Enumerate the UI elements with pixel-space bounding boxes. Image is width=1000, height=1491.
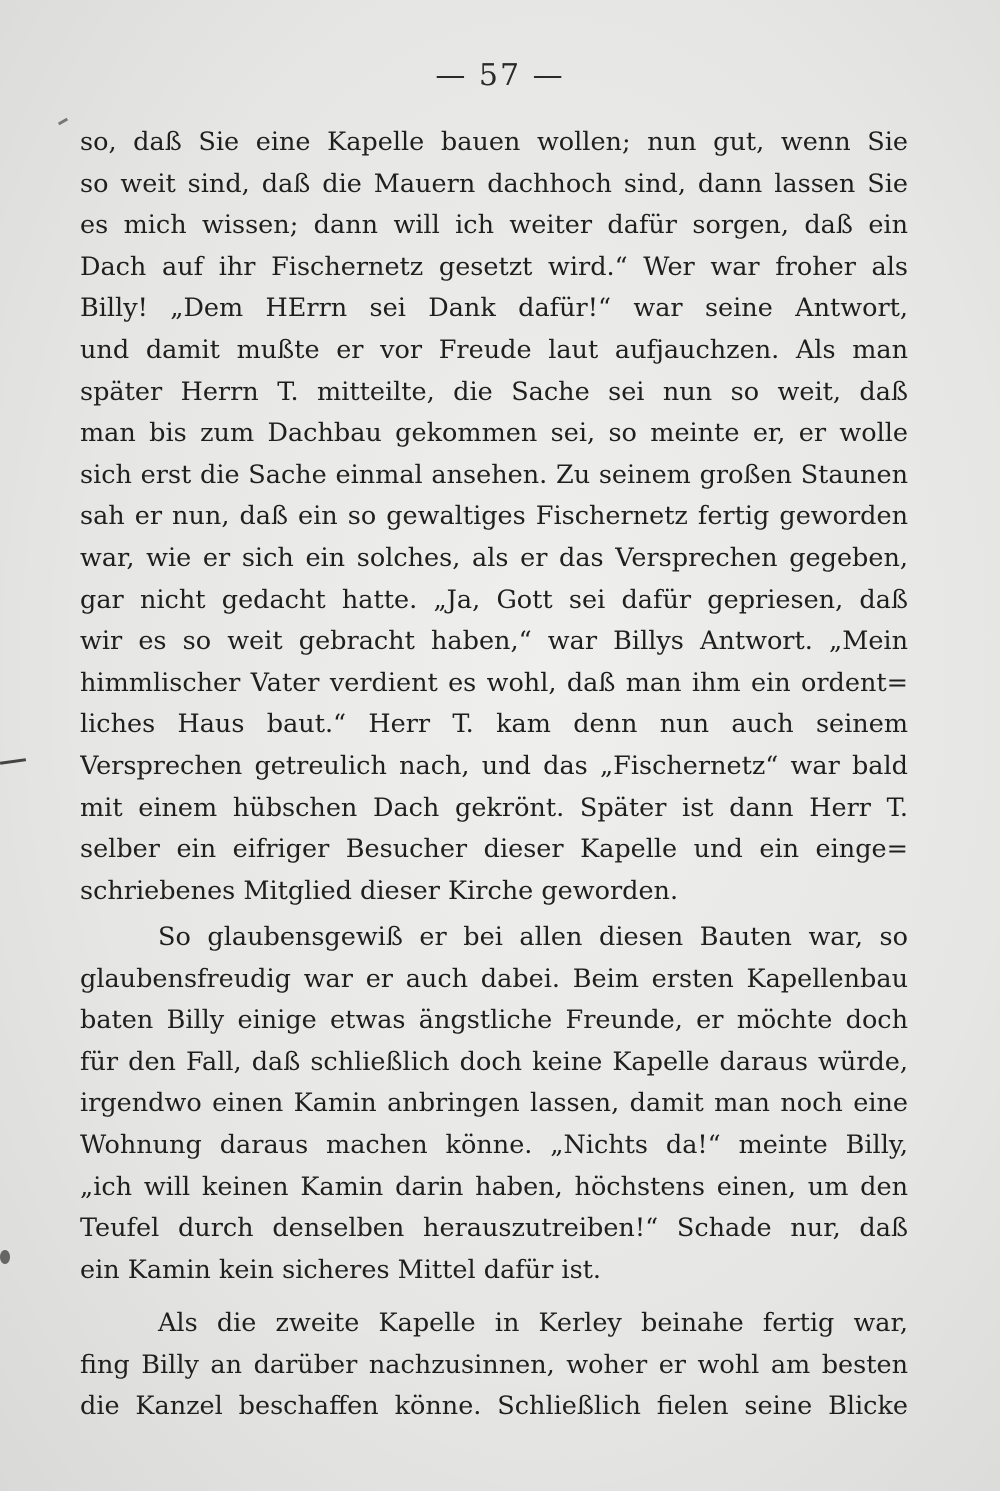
paragraph-3 xyxy=(80,1303,908,1428)
text-line: Versprechen getreulich nach, und das „Fischernetz“ war bald xyxy=(80,750,908,781)
text-line: sich erst die Sache einmal ansehen. Zu seinem großen Staunen xyxy=(80,459,908,490)
text-line: baten Billy einige etwas ängstliche Freunde, er möchte doch xyxy=(80,1005,908,1036)
margin-smudge xyxy=(0,1250,10,1264)
text-line: später Herrn T. mitteilte, die Sache sei nun so weit, daß xyxy=(80,376,908,407)
text-line: glaubensfreudig war er auch dabei. Beim ersten Kapellenbau xyxy=(80,963,908,994)
text-line: mit einem hübschen Dach gekrönt. Später ist dann Herr T. xyxy=(80,792,908,823)
page-number: — 57 — xyxy=(435,58,565,93)
text-line: sah er nun, daß ein so gewaltiges Fischernetz fertig geworden xyxy=(80,501,908,532)
text-line: Als die zweite Kapelle in Kerley beinahe fertig war, xyxy=(158,1308,908,1338)
text-line: Wohnung daraus machen könne. „Nichts da!“ meinte Billy, xyxy=(80,1129,908,1160)
text-line: für den Fall, daß schließlich doch keine Kapelle daraus würde, xyxy=(80,1046,908,1077)
text-line: selber ein eifriger Besucher dieser Kapelle und ein einge= xyxy=(80,834,908,865)
text-line: So glaubensgewiß er bei allen diesen Bauten war, so xyxy=(158,922,908,952)
text-line: so, daß Sie eine Kapelle bauen wollen; nun gut, wenn Sie xyxy=(80,127,908,157)
text-line: ein Kamin kein sicheres Mittel dafür ist. xyxy=(80,1254,602,1285)
paragraph-1 xyxy=(80,122,908,912)
text-line: die Kanzel beschaffen könne. Schließlich fielen seine Blicke xyxy=(80,1391,908,1422)
text-line: liches Haus baut.“ Herr T. kam denn nun auch seinem xyxy=(80,709,908,740)
text-line: so weit sind, daß die Mauern dachhoch sind, dann lassen Sie xyxy=(80,168,908,199)
text-line: gar nicht gedacht hatte. „Ja, Gott sei dafür gepriesen, daß xyxy=(80,584,908,615)
text-line: wir es so weit gebracht haben,“ war Billys Antwort. „Mein xyxy=(80,626,908,657)
text-line: irgendwo einen Kamin anbringen lassen, damit man noch eine xyxy=(80,1088,908,1119)
text-line: „ich will keinen Kamin darin haben, höchstens einen, um den xyxy=(80,1171,908,1202)
text-line: Dach auf ihr Fischernetz gesetzt wird.“ Wer war froher als xyxy=(80,251,908,282)
text-line: schriebenes Mitglied dieser Kirche geworden. xyxy=(80,875,679,906)
paragraph-2 xyxy=(80,917,908,1291)
text-line: und damit mußte er vor Freude laut aufjauchzen. Als man xyxy=(80,334,908,365)
margin-smudge xyxy=(0,758,26,765)
text-line: fing Billy an darüber nachzusinnen, woher er wohl am besten xyxy=(80,1349,908,1380)
text-line: man bis zum Dachbau gekommen sei, so meinte er, er wolle xyxy=(80,418,908,449)
margin-smudge xyxy=(58,118,68,126)
text-line: Teufel durch denselben herauszutreiben!“ Schade nur, daß xyxy=(80,1213,908,1244)
text-line: war, wie er sich ein solches, als er das Versprechen gegeben, xyxy=(80,542,908,573)
text-line: Billy! „Dem HErrn sei Dank dafür!“ war seine Antwort, xyxy=(80,293,908,324)
text-line: himmlischer Vater verdient es wohl, daß man ihm ein ordent= xyxy=(80,667,908,698)
text-line: es mich wissen; dann will ich weiter dafür sorgen, daß ein xyxy=(80,210,908,241)
